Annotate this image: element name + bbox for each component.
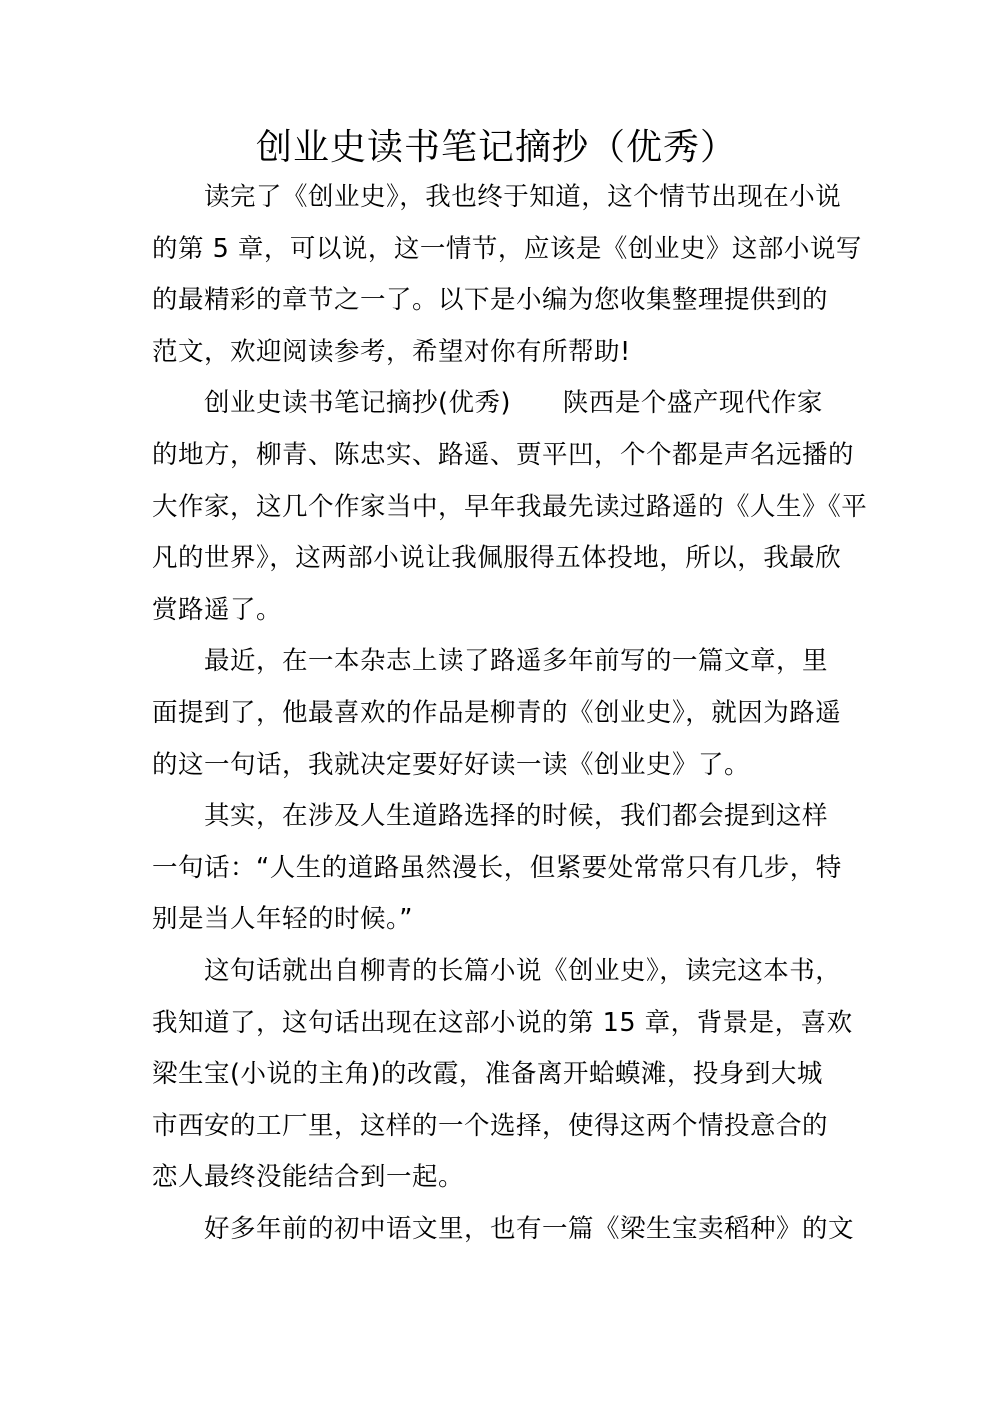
text-line: 创业史读书笔记摘抄(优秀) 陕西是个盛产现代作家: [204, 388, 823, 419]
text-line: 我知道了，这句话出现在这部小说的第 15 章，背景是，喜欢: [152, 1007, 853, 1038]
document-title: 创业史读书笔记摘抄（优秀）: [255, 127, 737, 168]
paragraph-chapter-15: [152, 946, 853, 1204]
text-line: 凡的世界》，这两部小说让我佩服得五体投地，所以，我最欣: [152, 543, 842, 574]
text-line: 读完了《创业史》，我也终于知道，这个情节出现在小说: [204, 182, 842, 212]
text-line: 别是当人年轻的时候。”: [152, 904, 413, 935]
document-body: [152, 172, 868, 1255]
text-line: 这句话就出自柳青的长篇小说《创业史》，读完这本书，: [204, 955, 842, 986]
paragraph-textbook: [152, 1204, 855, 1256]
text-line: 的最精彩的章节之一了。以下是小编为您收集整理提供到的: [152, 285, 829, 316]
text-line: 大作家，这几个作家当中，早年我最先读过路遥的《人生》《平: [152, 491, 868, 522]
text-line: 市西安的工厂里，这样的一个选择，使得这两个情投意合的: [152, 1110, 829, 1141]
text-line: 最近，在一本杂志上读了路遥多年前写的一篇文章，里: [204, 646, 829, 677]
text-line: 赏路遥了。: [152, 594, 283, 625]
text-line: 梁生宝(小说的主角)的改霞，准备离开蛤蟆滩，投身到大城: [152, 1059, 823, 1090]
text-line: 范文，欢迎阅读参考，希望对你有所帮助!: [152, 336, 631, 367]
text-line: 面提到了，他最喜欢的作品是柳青的《创业史》，就因为路遥: [152, 697, 842, 728]
text-line: 的地方，柳青、陈忠实、路遥、贾平凹，个个都是声名远播的: [152, 439, 855, 470]
paragraph-magazine: [152, 636, 842, 791]
text-line: 好多年前的初中语文里，也有一篇《梁生宝卖稻种》的文: [204, 1213, 855, 1244]
paragraph-intro: [152, 172, 862, 378]
text-line: 其实，在涉及人生道路选择的时候，我们都会提到这样: [204, 801, 829, 832]
text-line: 恋人最终没能结合到一起。: [152, 1162, 465, 1193]
paragraph-life-road-quote: [152, 791, 842, 946]
text-line: 的第 5 章，可以说，这一情节，应该是《创业史》这部小说写: [152, 233, 862, 264]
text-line: 的这一句话，我就决定要好好读一读《创业史》了。: [152, 749, 751, 780]
text-line: 一句话：“人生的道路虽然漫长，但紧要处常常只有几步，特: [152, 852, 842, 883]
paragraph-shaanxi-writers: [152, 378, 868, 636]
